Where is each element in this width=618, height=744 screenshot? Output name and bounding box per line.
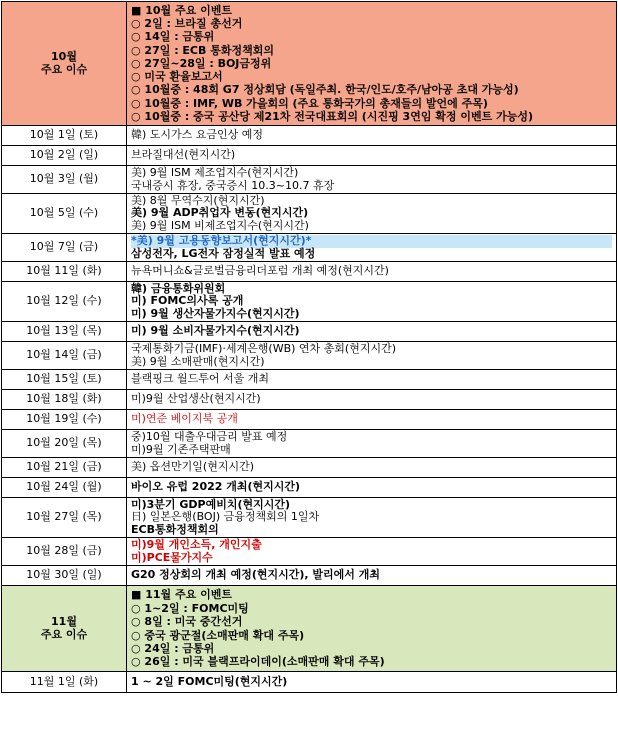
event-line: 美) 9월 ADP취업자 변동(현지시간) [131, 206, 309, 220]
event-line: 미) 9월 생산자물가지수(현지시간) [131, 306, 300, 320]
schedule-row [2, 390, 617, 410]
daily-schedule [2, 126, 617, 586]
event-line: ○ 2일 : 브라질 총선거 [131, 17, 243, 31]
month-label: 10월 [51, 50, 77, 63]
row-event [127, 370, 617, 390]
event-line: ○ 27일 : ECB 통화정책회의 [131, 43, 274, 57]
row-date: 10월 14일 (금) [2, 342, 127, 370]
row-event [127, 566, 617, 586]
october-issues-label [2, 2, 127, 126]
event-line: ○ 24일 : 금통위 [131, 641, 215, 655]
event-line: 韓) 금융통화위원회 [131, 281, 226, 295]
schedule-row [2, 322, 617, 342]
row-date: 10월 30일 (일) [2, 566, 127, 586]
event-line: 日) 일본은행(BOJ) 금융정책회의 1일차 [131, 510, 320, 524]
row-date: 10월 19일 (수) [2, 410, 127, 430]
event-line: 바이오 유럽 2022 개최(현지시간) [131, 480, 301, 494]
event-line: ○ 10월중 : 48회 G7 정상회담 (독일주최. 한국/인도/호주/남아공 초대 가능성) [131, 83, 519, 97]
issues-label: 주요 이슈 [40, 62, 88, 76]
event-line: 미)3분기 GDP예비치(현지시간) [131, 497, 291, 511]
schedule-row [2, 498, 617, 538]
row-event [127, 410, 617, 430]
schedule-row [2, 478, 617, 498]
event-line: 韓) 도시가스 요금인상 예정 [131, 128, 264, 142]
schedule-row [2, 166, 617, 194]
month-label: 11월 [51, 615, 77, 628]
row-event [127, 262, 617, 282]
issues-label: 주요 이슈 [40, 627, 88, 641]
event-line: ○ 27일~28일 : BOJ금정위 [131, 56, 272, 70]
schedule-row [2, 262, 617, 282]
event-line: 미)9월 산업생산(현지시간) [131, 392, 261, 406]
row-event [127, 342, 617, 370]
schedule-row [2, 126, 617, 146]
event-line: 美) 8월 무역수지(현지시간) [131, 193, 265, 207]
row-date: 10월 3일 (월) [2, 166, 127, 194]
schedule-row [2, 370, 617, 390]
schedule-row [2, 234, 617, 262]
schedule-row [2, 538, 617, 566]
row-event [127, 498, 617, 538]
event-line: 美) 옵션만기일(현지시간) [131, 460, 255, 474]
row-event [127, 538, 617, 566]
row-event [127, 282, 617, 322]
november-issues-row [2, 586, 617, 672]
event-line: 블랙핑크 월드투어 서울 개최 [131, 372, 270, 386]
event-line: 중)10월 대출우대금리 발표 예정 [131, 430, 288, 443]
event-line: 미) FOMC의사록 공개 [131, 294, 244, 308]
event-line: ■ 10월 주요 이벤트 [131, 4, 232, 18]
event-line: 미) 9월 소비자물가지수(현지시간) [131, 324, 300, 338]
event-line: ■ 11월 주요 이벤트 [131, 588, 232, 602]
row-event [127, 390, 617, 410]
event-line: 브라질대선(현지시간) [131, 148, 236, 162]
row-date: 10월 1일 (토) [2, 126, 127, 146]
event-line: 美) 9월 ISM 비제조업지수(현지시간) [131, 218, 309, 232]
row-event [127, 146, 617, 166]
event-line: 미)PCE물가지수 [131, 550, 213, 564]
schedule-row [2, 566, 617, 586]
event-line: 삼성전자, LG전자 잠정실적 발표 예정 [131, 246, 316, 260]
event-line: ○ 10월중 : 중국 공산당 제21차 전국대표회의 (시진핑 3연임 확정 이벤트 가능성) [131, 109, 533, 123]
row-event [127, 430, 617, 458]
event-line: ○ 26일 : 미국 블랙프라이데이(소매판매 확대 주목) [131, 655, 385, 669]
schedule-row [2, 410, 617, 430]
row-date: 10월 24일 (월) [2, 478, 127, 498]
event-line: 美) 9월 ISM 제조업지수(현지시간) [131, 166, 299, 179]
event-line: 미)9월 기존주택판매 [131, 442, 231, 456]
row-date: 10월 21일 (금) [2, 458, 127, 478]
row-date: 10월 12일 (수) [2, 282, 127, 322]
row-date: 10월 27일 (목) [2, 498, 127, 538]
schedule-row [2, 430, 617, 458]
event-line: ECB통화정책회의 [131, 522, 219, 536]
row-date: 11월 1일 (화) [2, 672, 127, 693]
row-event [127, 458, 617, 478]
schedule-row [2, 282, 617, 322]
event-line: 국제통화기금(IMF)·세계은행(WB) 연차 총회(현지시간) [131, 342, 396, 355]
october-events-cell [127, 2, 617, 126]
october-issues-row [2, 2, 617, 126]
row-event [127, 478, 617, 498]
row-date: 10월 7일 (금) [2, 234, 127, 262]
row-date: 10월 11일 (화) [2, 262, 127, 282]
row-date: 10월 5일 (수) [2, 194, 127, 234]
row-date: 10월 20일 (목) [2, 430, 127, 458]
row-event [127, 322, 617, 342]
event-line: 뉴욕머니쇼&글로벌금융리더포럼 개최 예정(현지시간) [131, 264, 389, 278]
event-line: ○ 미국 환율보고서 [131, 70, 223, 84]
event-line: 국내증시 휴장, 중국증시 10.3~10.7 휴장 [131, 178, 335, 192]
row-date: 10월 2일 (일) [2, 146, 127, 166]
row-date: 10월 18일 (화) [2, 390, 127, 410]
event-line: 미)9월 개인소득, 개인지출 [131, 538, 262, 551]
schedule-table [1, 1, 617, 693]
row-date: 10월 13일 (목) [2, 322, 127, 342]
event-line: ○ 1~2일 : FOMC미팅 [131, 601, 249, 615]
schedule-row [2, 342, 617, 370]
row-date: 10월 15일 (토) [2, 370, 127, 390]
row-event [127, 194, 617, 234]
schedule-row [2, 672, 617, 693]
event-line: ○ 8일 : 미국 중간선거 [131, 615, 243, 629]
row-date: 10월 28일 (금) [2, 538, 127, 566]
event-line: 미)연준 베이지북 공개 [131, 412, 238, 426]
schedule-row [2, 194, 617, 234]
event-line: ○ 14일 : 금통위 [131, 30, 215, 44]
schedule-row [2, 146, 617, 166]
event-line: ○ 중국 광군절(소매판매 확대 주목) [131, 628, 305, 642]
schedule-row [2, 458, 617, 478]
row-event [127, 234, 617, 262]
event-line: ○ 10월중 : IMF, WB 가을회의 (주요 통화국가의 총재들의 발언에 주목) [131, 96, 488, 110]
november-issues-label [2, 586, 127, 672]
row-event [127, 126, 617, 146]
row-event: 1 ~ 2일 FOMC미팅(현지시간) [127, 672, 617, 693]
event-line: 美) 9월 소매판매(현지시간) [131, 354, 265, 368]
november-events-cell [127, 586, 617, 672]
event-line: G20 정상회의 개최 예정(현지시간), 발리에서 개최 [131, 568, 380, 582]
row-event [127, 166, 617, 194]
event-line: *美) 9월 고용동향보고서(현지시간)* [131, 235, 612, 248]
